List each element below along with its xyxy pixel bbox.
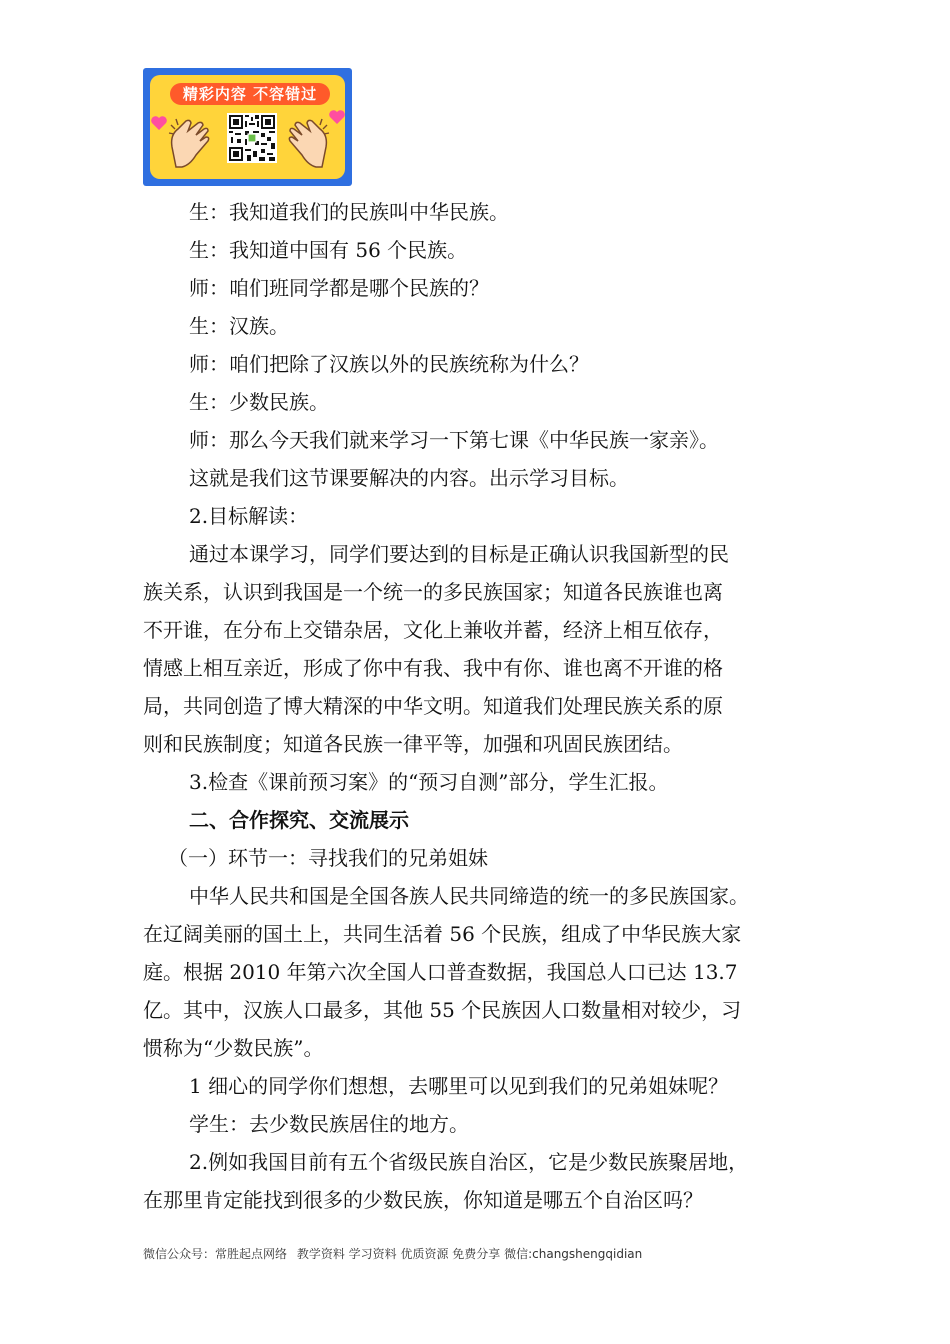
footer-account: 微信公众号：常胜起点网络 (143, 1247, 288, 1261)
heart-icon (150, 115, 168, 131)
question-line: 在那里肯定能找到很多的少数民族，你知道是哪五个自治区吗？ (143, 1188, 703, 1212)
qr-code-icon (229, 115, 275, 161)
paragraph-line: 中华人民共和国是全国各族人民共同缔造的统一的多民族国家。 (189, 884, 749, 908)
paragraph-line: 这就是我们这节课要解决的内容。出示学习目标。 (189, 466, 629, 490)
paragraph-line: 3.检查《课前预习案》的“预习自测”部分，学生汇报。 (189, 770, 669, 794)
promo-banner[interactable] (143, 68, 352, 186)
subsection-heading: （一）环节一：寻找我们的兄弟姐妹 (168, 846, 488, 870)
page-footer (143, 1245, 648, 1262)
clapping-hands-icon (168, 117, 212, 169)
promo-banner-panel (150, 75, 345, 179)
paragraph-line: 通过本课学习，同学们要达到的目标是正确认识我国新型的民 (189, 542, 729, 566)
paragraph-line: 族关系，认识到我国是一个统一的多民族国家；知道各民族谁也离 (143, 580, 723, 604)
paragraph-line: 惯称为“少数民族”。 (143, 1036, 324, 1060)
paragraph-line: 不开谁，在分布上交错杂居，文化上兼收并蓄，经济上相互依存， (143, 618, 723, 642)
heart-icon (328, 109, 346, 125)
footer-tags: 教学资料 学习资料 优质资源 免费分享 微信:changshengqidian (296, 1247, 643, 1261)
paragraph-line: 亿。其中，汉族人口最多，其他 55 个民族因人口数量相对较少，习 (143, 998, 742, 1022)
dialogue-line: 生：汉族。 (189, 314, 289, 338)
promo-banner-title: 精彩内容 不容错过 (170, 83, 330, 105)
dialogue-line: 师：咱们把除了汉族以外的民族统称为什么？ (189, 352, 589, 376)
dialogue-line: 师：那么今天我们就来学习一下第七课《中华民族一家亲》。 (189, 428, 719, 452)
question-line: 2.例如我国目前有五个省级民族自治区，它是少数民族聚居地， (189, 1150, 749, 1174)
qr-code[interactable] (227, 113, 277, 163)
dialogue-line: 生：少数民族。 (189, 390, 329, 414)
dialogue-line: 生：我知道我们的民族叫中华民族。 (189, 200, 509, 224)
clapping-hands-icon (286, 117, 330, 169)
dialogue-line: 师：咱们班同学都是哪个民族的？ (189, 276, 489, 300)
section-heading: 二、合作探究、交流展示 (189, 808, 409, 832)
question-line: 1 细心的同学你们想想，去哪里可以见到我们的兄弟姐妹呢？ (189, 1074, 729, 1098)
paragraph-line: 局，共同创造了博大精深的中华文明。知道我们处理民族关系的原 (143, 694, 723, 718)
dialogue-line: 生：我知道中国有 56 个民族。 (189, 238, 468, 262)
paragraph-line: 庭。根据 2010 年第六次全国人口普查数据，我国总人口已达 13.7 (143, 960, 738, 984)
paragraph-line: 则和民族制度；知道各民族一律平等，加强和巩固民族团结。 (143, 732, 683, 756)
dialogue-line: 学生：去少数民族居住的地方。 (189, 1112, 469, 1136)
paragraph-line: 在辽阔美丽的国土上，共同生活着 56 个民族，组成了中华民族大家 (143, 922, 742, 946)
section-heading: 2.目标解读： (189, 504, 309, 528)
paragraph-line: 情感上相互亲近，形成了你中有我、我中有你、谁也离不开谁的格 (143, 656, 723, 680)
